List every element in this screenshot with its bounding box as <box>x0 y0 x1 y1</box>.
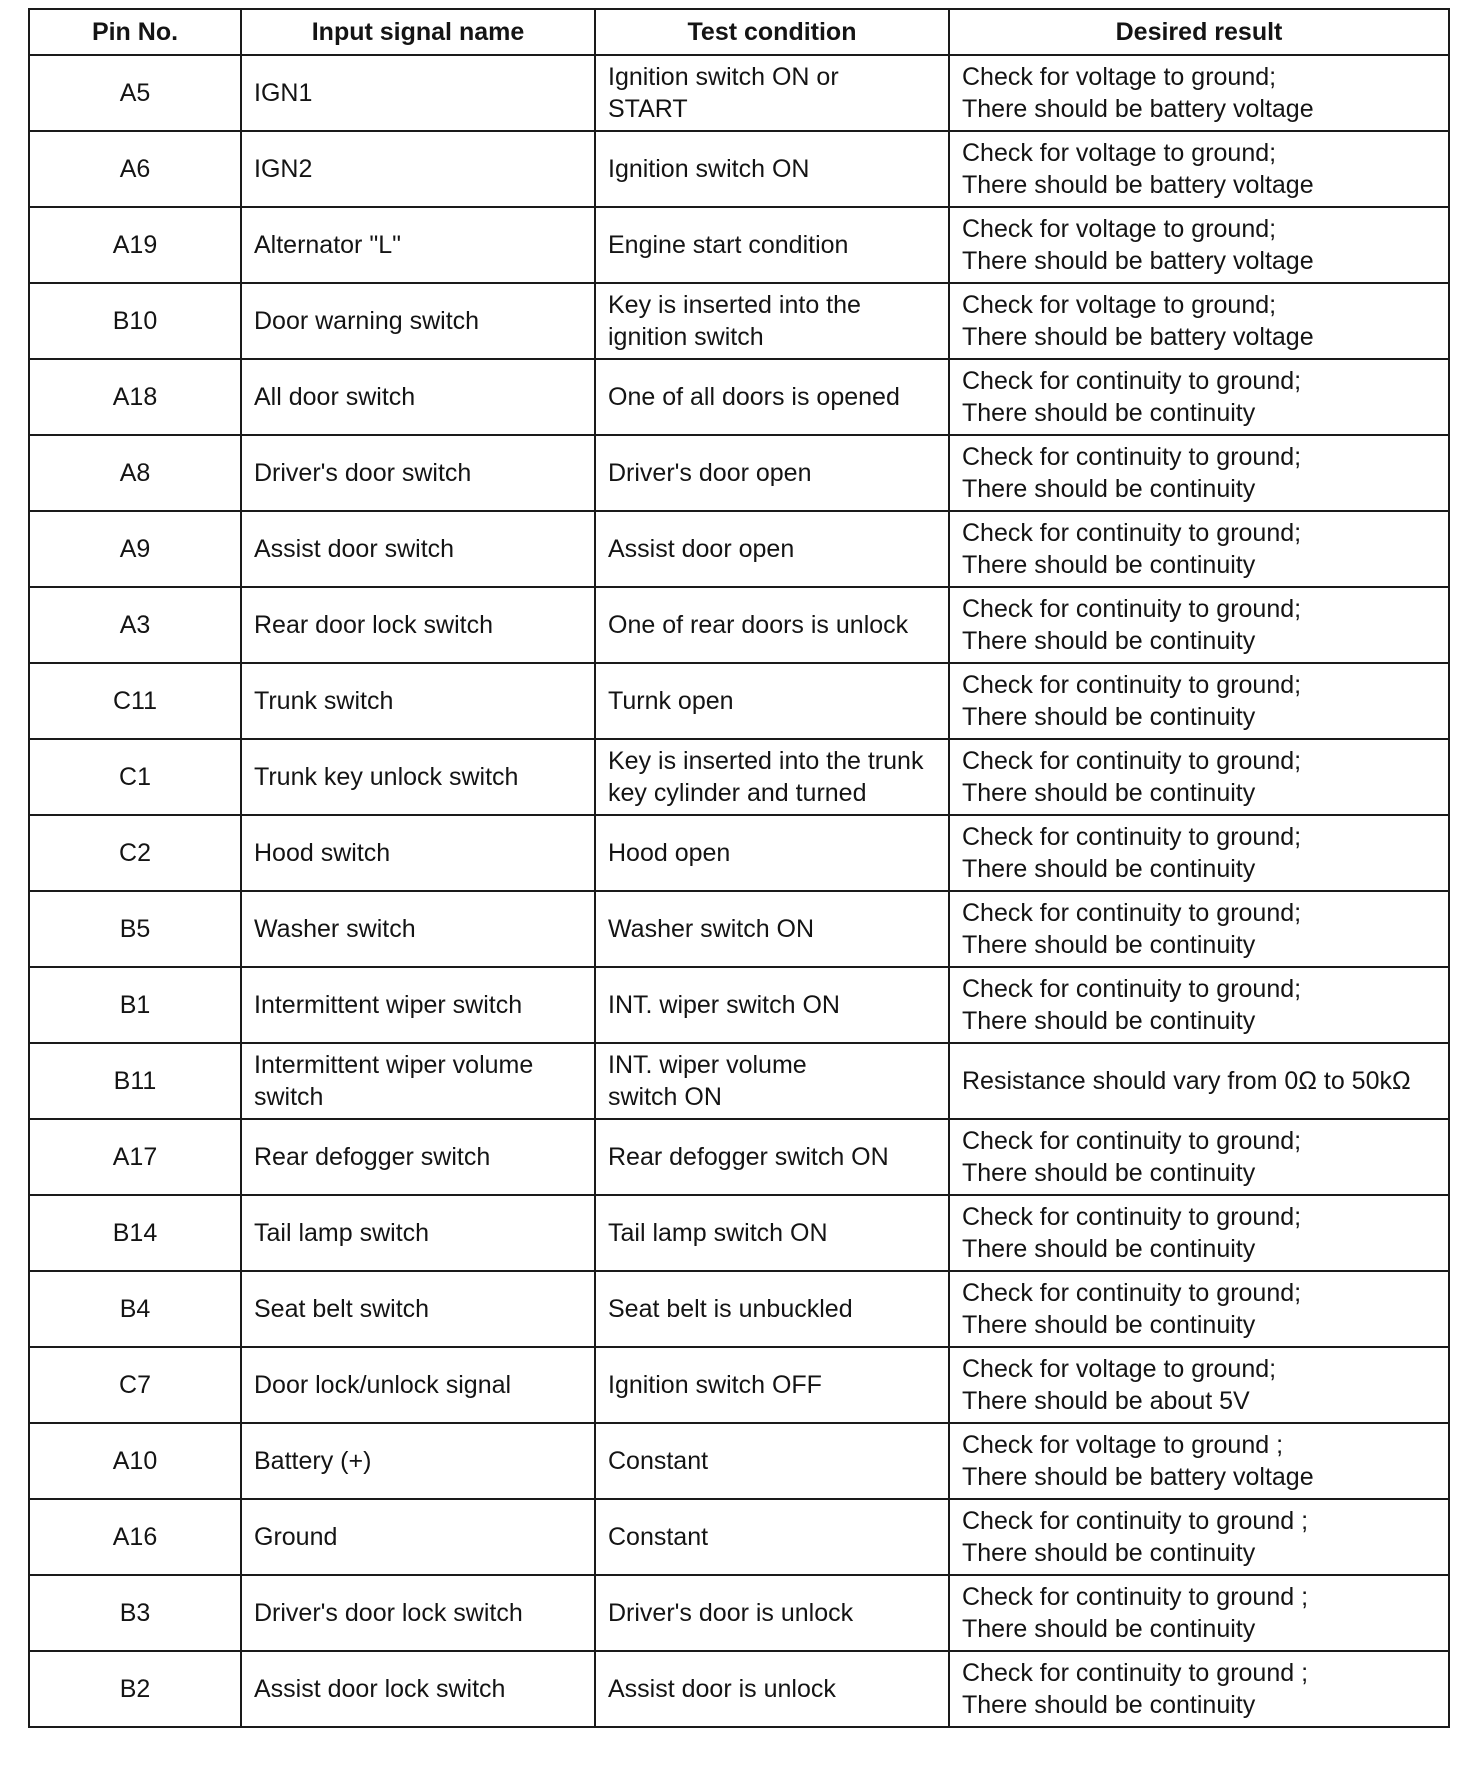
pin-cell: A9 <box>29 511 241 587</box>
condition-cell-line: Key is inserted into the <box>608 291 861 319</box>
signal-cell-line: Battery (+) <box>254 1447 372 1475</box>
signal-cell-line: Trunk switch <box>254 687 394 715</box>
result-cell <box>949 739 1449 815</box>
pin-cell: C2 <box>29 815 241 891</box>
table-row <box>29 131 1449 207</box>
result-cell-line: There should be about 5V <box>962 1387 1250 1415</box>
result-cell-line: There should be continuity <box>962 475 1256 503</box>
condition-cell <box>595 1347 949 1423</box>
result-cell-line: There should be continuity <box>962 1691 1256 1719</box>
result-cell-line: There should be battery voltage <box>962 95 1314 123</box>
result-cell-line: There should be continuity <box>962 779 1256 807</box>
result-cell <box>949 131 1449 207</box>
signal-cell <box>241 815 595 891</box>
table-row <box>29 1423 1449 1499</box>
signal-cell-line: Ground <box>254 1523 338 1551</box>
condition-cell <box>595 967 949 1043</box>
condition-cell <box>595 1575 949 1651</box>
table-row <box>29 283 1449 359</box>
header-row <box>29 9 1449 55</box>
result-cell <box>949 587 1449 663</box>
result-cell <box>949 1575 1449 1651</box>
result-cell-line: Check for continuity to ground; <box>962 443 1302 471</box>
signal-cell <box>241 359 595 435</box>
condition-cell <box>595 359 949 435</box>
result-cell-line: There should be battery voltage <box>962 1463 1314 1491</box>
signal-cell <box>241 207 595 283</box>
pin-cell: B10 <box>29 283 241 359</box>
signal-cell <box>241 1271 595 1347</box>
signal-cell-line: Seat belt switch <box>254 1295 430 1323</box>
result-cell <box>949 359 1449 435</box>
condition-cell <box>595 1043 949 1119</box>
pin-cell: B4 <box>29 1271 241 1347</box>
signal-cell-line: Door lock/unlock signal <box>254 1371 512 1399</box>
table-row <box>29 359 1449 435</box>
result-cell-line: There should be continuity <box>962 399 1256 427</box>
result-cell-line: Check for voltage to ground; <box>962 291 1277 319</box>
signal-cell-line: Rear door lock switch <box>254 611 493 639</box>
signal-cell-line: switch <box>254 1083 324 1111</box>
condition-cell-line: Constant <box>608 1447 709 1475</box>
table-row <box>29 1575 1449 1651</box>
condition-cell-line: Ignition switch OFF <box>608 1371 822 1399</box>
condition-cell <box>595 207 949 283</box>
pin-cell: B14 <box>29 1195 241 1271</box>
result-cell <box>949 283 1449 359</box>
signal-cell-line: Washer switch <box>254 915 416 943</box>
table-row <box>29 663 1449 739</box>
result-cell <box>949 891 1449 967</box>
table-row <box>29 1195 1449 1271</box>
result-cell <box>949 967 1449 1043</box>
result-cell-line: Check for continuity to ground; <box>962 1279 1302 1307</box>
result-cell-line: There should be continuity <box>962 627 1256 655</box>
condition-cell <box>595 891 949 967</box>
signal-cell-line: Intermittent wiper volume <box>254 1051 534 1079</box>
condition-cell <box>595 1271 949 1347</box>
pin-cell: B1 <box>29 967 241 1043</box>
table-row <box>29 967 1449 1043</box>
condition-cell-line: Constant <box>608 1523 709 1551</box>
condition-cell <box>595 1195 949 1271</box>
condition-cell <box>595 587 949 663</box>
header-input-signal-name: Input signal name <box>241 9 595 55</box>
signal-cell-line: Door warning switch <box>254 307 480 335</box>
condition-cell-line: One of all doors is opened <box>608 383 900 411</box>
signal-cell <box>241 891 595 967</box>
table-row <box>29 435 1449 511</box>
signal-cell-line: IGN1 <box>254 79 313 107</box>
condition-cell <box>595 435 949 511</box>
table-row <box>29 55 1449 131</box>
pin-cell: A3 <box>29 587 241 663</box>
pin-cell: A19 <box>29 207 241 283</box>
pin-cell: B3 <box>29 1575 241 1651</box>
signal-cell <box>241 967 595 1043</box>
signal-cell-line: Driver's door lock switch <box>254 1599 523 1627</box>
result-cell-line: Check for continuity to ground; <box>962 975 1302 1003</box>
signal-cell-line: Assist door switch <box>254 535 455 563</box>
signal-cell-line: Assist door lock switch <box>254 1675 506 1703</box>
condition-cell-line: Driver's door is unlock <box>608 1599 854 1627</box>
signal-cell-line: Intermittent wiper switch <box>254 991 523 1019</box>
condition-cell-line: Rear defogger switch ON <box>608 1143 889 1171</box>
result-cell-line: Check for continuity to ground; <box>962 1127 1302 1155</box>
condition-cell-line: Seat belt is unbuckled <box>608 1295 853 1323</box>
table-row <box>29 1347 1449 1423</box>
result-cell <box>949 55 1449 131</box>
pin-cell: A5 <box>29 55 241 131</box>
condition-cell-line: Hood open <box>608 839 731 867</box>
signal-cell <box>241 1195 595 1271</box>
signal-cell <box>241 1423 595 1499</box>
result-cell <box>949 1043 1449 1119</box>
header-pin-no: Pin No. <box>29 9 241 55</box>
result-cell-line: Check for continuity to ground; <box>962 671 1302 699</box>
signal-cell <box>241 587 595 663</box>
pin-cell: B5 <box>29 891 241 967</box>
result-cell <box>949 663 1449 739</box>
result-cell-line: There should be battery voltage <box>962 323 1314 351</box>
result-cell <box>949 1119 1449 1195</box>
signal-cell <box>241 1651 595 1727</box>
table-row <box>29 511 1449 587</box>
result-cell <box>949 1423 1449 1499</box>
condition-cell-line: key cylinder and turned <box>608 779 867 807</box>
signal-cell-line: Driver's door switch <box>254 459 472 487</box>
signal-cell-line: Hood switch <box>254 839 391 867</box>
pin-check-table <box>28 8 1450 1728</box>
table-row <box>29 207 1449 283</box>
result-cell-line: There should be continuity <box>962 1539 1256 1567</box>
result-cell <box>949 207 1449 283</box>
signal-cell-line: Trunk key unlock switch <box>254 763 519 791</box>
result-cell-line: Check for voltage to ground; <box>962 215 1277 243</box>
condition-cell <box>595 663 949 739</box>
condition-cell-line: One of rear doors is unlock <box>608 611 909 639</box>
result-cell-line: There should be battery voltage <box>962 171 1314 199</box>
condition-cell <box>595 1651 949 1727</box>
result-cell <box>949 1499 1449 1575</box>
result-cell <box>949 1651 1449 1727</box>
result-cell-line: Check for continuity to ground; <box>962 519 1302 547</box>
result-cell <box>949 511 1449 587</box>
pin-cell: A6 <box>29 131 241 207</box>
condition-cell <box>595 815 949 891</box>
signal-cell <box>241 55 595 131</box>
table-row <box>29 587 1449 663</box>
condition-cell <box>595 131 949 207</box>
signal-cell <box>241 131 595 207</box>
pin-cell: B11 <box>29 1043 241 1119</box>
result-cell <box>949 1271 1449 1347</box>
signal-cell-line: IGN2 <box>254 155 313 183</box>
table-row <box>29 891 1449 967</box>
condition-cell-line: Key is inserted into the trunk <box>608 747 924 775</box>
condition-cell-line: Assist door open <box>608 535 795 563</box>
condition-cell-line: Washer switch ON <box>608 915 815 943</box>
result-cell-line: Check for voltage to ground; <box>962 139 1277 167</box>
result-cell <box>949 1195 1449 1271</box>
condition-cell-line: START <box>608 95 688 123</box>
signal-cell-line: Tail lamp switch <box>254 1219 430 1247</box>
condition-cell <box>595 511 949 587</box>
pin-cell: A10 <box>29 1423 241 1499</box>
pin-cell: B2 <box>29 1651 241 1727</box>
result-cell-line: Check for continuity to ground; <box>962 595 1302 623</box>
pin-cell: C11 <box>29 663 241 739</box>
result-cell-line: There should be continuity <box>962 551 1256 579</box>
signal-cell <box>241 1499 595 1575</box>
result-cell-line: Check for continuity to ground ; <box>962 1507 1309 1535</box>
result-cell-line: Resistance should vary from 0Ω to 50kΩ <box>962 1067 1411 1095</box>
result-cell-line: There should be continuity <box>962 1235 1256 1263</box>
result-cell-line: Check for continuity to ground; <box>962 1203 1302 1231</box>
condition-cell-line: Turnk open <box>608 687 734 715</box>
result-cell-line: There should be battery voltage <box>962 247 1314 275</box>
condition-cell-line: Ignition switch ON <box>608 155 810 183</box>
result-cell-line: There should be continuity <box>962 1007 1256 1035</box>
condition-cell-line: Driver's door open <box>608 459 812 487</box>
condition-cell-line: switch ON <box>608 1083 722 1111</box>
condition-cell-line: INT. wiper volume <box>608 1051 807 1079</box>
result-cell-line: There should be continuity <box>962 1311 1256 1339</box>
result-cell-line: Check for continuity to ground ; <box>962 1659 1309 1687</box>
signal-cell <box>241 739 595 815</box>
condition-cell <box>595 739 949 815</box>
condition-cell <box>595 283 949 359</box>
result-cell-line: There should be continuity <box>962 1159 1256 1187</box>
result-cell-line: Check for continuity to ground; <box>962 823 1302 851</box>
result-cell-line: Check for continuity to ground; <box>962 367 1302 395</box>
signal-cell <box>241 511 595 587</box>
table-row <box>29 1119 1449 1195</box>
condition-cell <box>595 1499 949 1575</box>
pin-cell: A16 <box>29 1499 241 1575</box>
result-cell-line: There should be continuity <box>962 931 1256 959</box>
signal-cell <box>241 1043 595 1119</box>
result-cell-line: Check for continuity to ground; <box>962 747 1302 775</box>
signal-cell-line: Alternator "L" <box>254 231 401 259</box>
result-cell-line: Check for continuity to ground ; <box>962 1583 1309 1611</box>
table-row <box>29 1271 1449 1347</box>
signal-cell <box>241 1575 595 1651</box>
condition-cell-line: INT. wiper switch ON <box>608 991 840 1019</box>
table-row <box>29 1651 1449 1727</box>
result-cell-line: Check for voltage to ground; <box>962 1355 1277 1383</box>
condition-cell-line: Tail lamp switch ON <box>608 1219 828 1247</box>
result-cell-line: Check for continuity to ground; <box>962 899 1302 927</box>
signal-cell <box>241 1119 595 1195</box>
pin-cell: A18 <box>29 359 241 435</box>
result-cell <box>949 1347 1449 1423</box>
condition-cell <box>595 55 949 131</box>
header-desired-result: Desired result <box>949 9 1449 55</box>
result-cell <box>949 435 1449 511</box>
result-cell-line: Check for voltage to ground; <box>962 63 1277 91</box>
signal-cell <box>241 663 595 739</box>
result-cell-line: There should be continuity <box>962 703 1256 731</box>
pin-cell: C7 <box>29 1347 241 1423</box>
table-row <box>29 739 1449 815</box>
condition-cell-line: Ignition switch ON or <box>608 63 839 91</box>
pin-cell: A8 <box>29 435 241 511</box>
signal-cell <box>241 1347 595 1423</box>
signal-cell-line: Rear defogger switch <box>254 1143 491 1171</box>
result-cell-line: Check for voltage to ground ; <box>962 1431 1284 1459</box>
table-row <box>29 1043 1449 1119</box>
header-test-condition: Test condition <box>595 9 949 55</box>
signal-cell <box>241 435 595 511</box>
table-row <box>29 815 1449 891</box>
result-cell-line: There should be continuity <box>962 855 1256 883</box>
result-cell <box>949 815 1449 891</box>
result-cell-line: There should be continuity <box>962 1615 1256 1643</box>
signal-cell-line: All door switch <box>254 383 416 411</box>
pin-cell: C1 <box>29 739 241 815</box>
condition-cell <box>595 1423 949 1499</box>
pin-cell: A17 <box>29 1119 241 1195</box>
signal-cell <box>241 283 595 359</box>
condition-cell-line: Engine start condition <box>608 231 849 259</box>
table-row <box>29 1499 1449 1575</box>
condition-cell <box>595 1119 949 1195</box>
condition-cell-line: ignition switch <box>608 323 764 351</box>
condition-cell-line: Assist door is unlock <box>608 1675 836 1703</box>
